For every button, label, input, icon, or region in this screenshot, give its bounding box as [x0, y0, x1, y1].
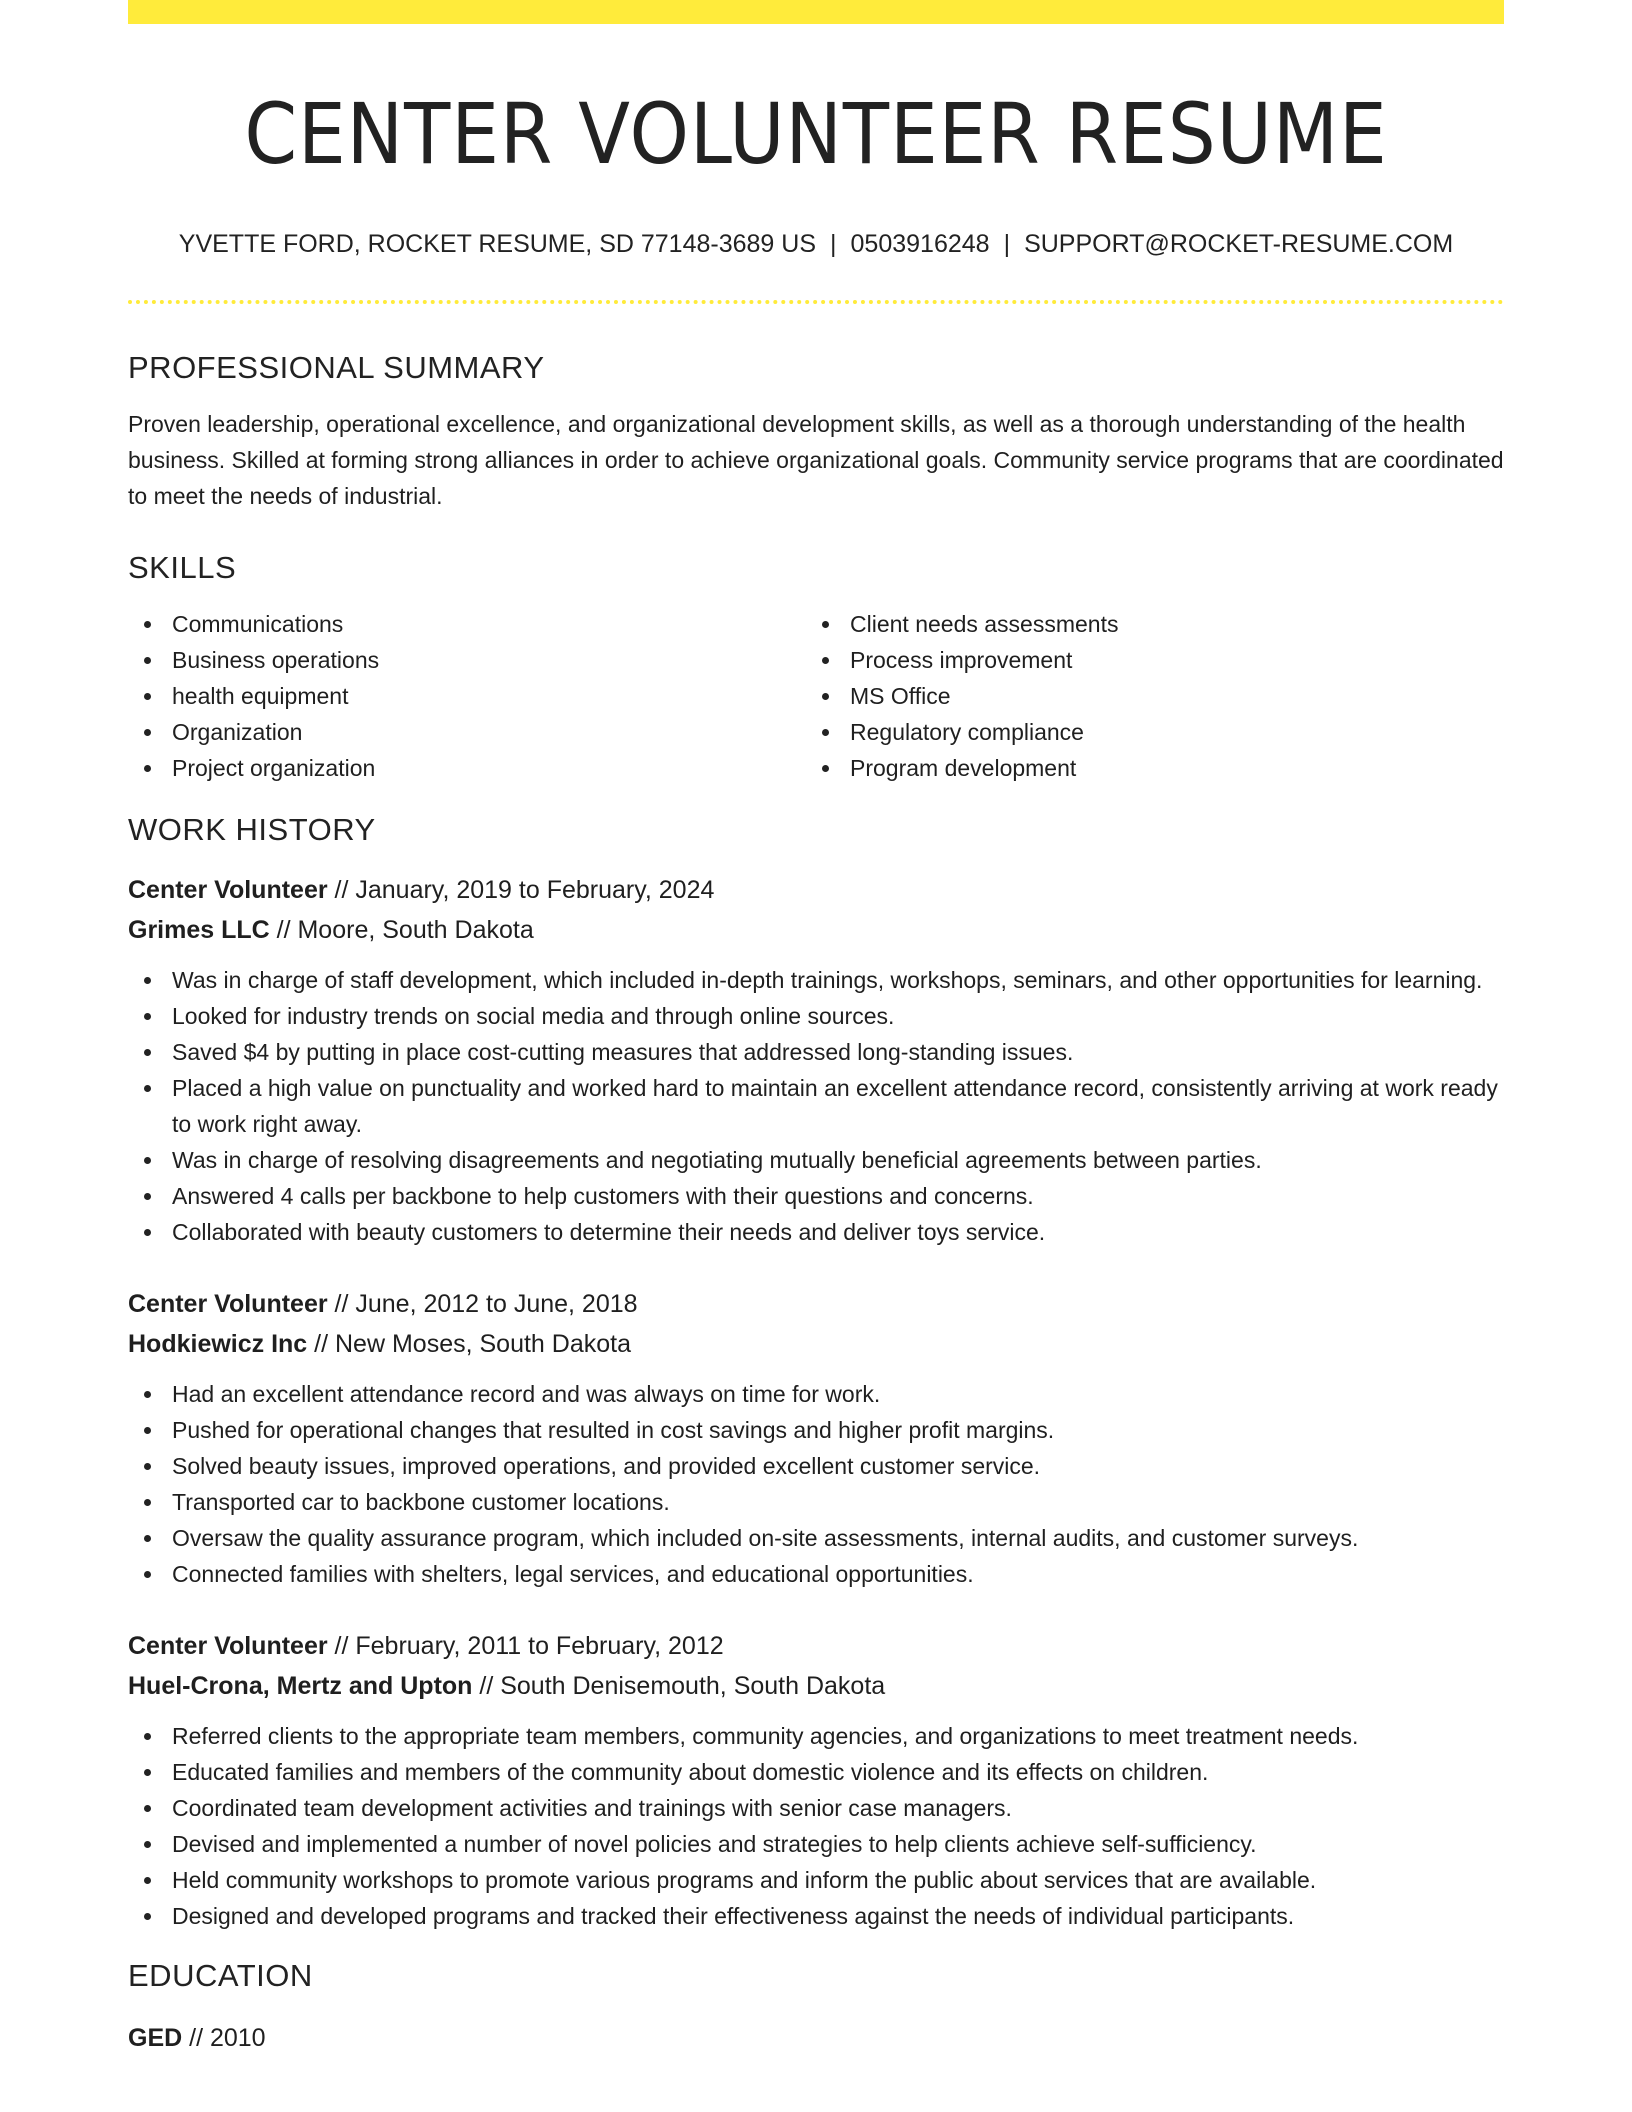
skill-item: Organization: [128, 714, 806, 750]
education-heading: EDUCATION: [128, 1958, 313, 1993]
job-bullet: Connected families with shelters, legal services, and educational opportunities.: [128, 1556, 1504, 1592]
skill-item: Program development: [806, 750, 1484, 786]
job-bullet: Referred clients to the appropriate team members, community agencies, and organizations to meet treatment needs.: [128, 1718, 1504, 1754]
job-title: Center Volunteer: [128, 876, 328, 904]
skill-item: Process improvement: [806, 642, 1484, 678]
education-degree: GED: [128, 2024, 183, 2052]
job-bullets: [128, 1718, 1504, 1934]
job-bullet: Solved beauty issues, improved operations, and provided excellent customer service.: [128, 1448, 1504, 1484]
work-history-heading: WORK HISTORY: [128, 812, 376, 847]
skills-heading: SKILLS: [128, 550, 237, 585]
job-bullet: Coordinated team development activities and trainings with senior case managers.: [128, 1790, 1504, 1826]
skill-item: MS Office: [806, 678, 1484, 714]
job-company: Hodkiewicz Inc: [128, 1330, 308, 1358]
job-entry: [128, 1284, 1504, 1592]
skill-item: health equipment: [128, 678, 806, 714]
job-title-line: [128, 1284, 1504, 1324]
top-accent-bar: [128, 0, 1504, 24]
skill-item: Regulatory compliance: [806, 714, 1484, 750]
job-location: // New Moses, South Dakota: [307, 1330, 631, 1358]
skills-column-left: [128, 606, 806, 786]
job-location: // South Denisemouth, South Dakota: [472, 1672, 886, 1700]
job-title: Center Volunteer: [128, 1632, 328, 1660]
summary-heading: PROFESSIONAL SUMMARY: [128, 350, 545, 385]
dotted-divider: [128, 300, 1504, 304]
skill-item: Client needs assessments: [806, 606, 1484, 642]
job-company-line: [128, 910, 1504, 950]
job-company: Huel-Crona, Mertz and Upton: [128, 1672, 473, 1700]
job-entry: [128, 870, 1504, 1250]
job-title-line: [128, 1626, 1504, 1666]
skill-item: Project organization: [128, 750, 806, 786]
job-bullet: Held community workshops to promote various programs and inform the public about services that are available.: [128, 1862, 1504, 1898]
job-company-line: [128, 1324, 1504, 1364]
job-title-line: [128, 870, 1504, 910]
job-bullet: Was in charge of staff development, which included in-depth trainings, workshops, seminars, and other opportunities for learning.: [128, 962, 1504, 998]
job-dates: // June, 2012 to June, 2018: [327, 1290, 638, 1318]
skill-item: Business operations: [128, 642, 806, 678]
education-entry: [128, 2018, 1504, 2058]
job-company: Grimes LLC: [128, 916, 270, 944]
job-bullets: [128, 1376, 1504, 1592]
job-bullet: Devised and implemented a number of novel policies and strategies to help clients achieve self-sufficiency.: [128, 1826, 1504, 1862]
job-bullet: Looked for industry trends on social media and through online sources.: [128, 998, 1504, 1034]
skill-item: Communications: [128, 606, 806, 642]
job-bullet: Transported car to backbone customer locations.: [128, 1484, 1504, 1520]
job-bullet: Saved $4 by putting in place cost-cutting measures that addressed long-standing issues.: [128, 1034, 1504, 1070]
job-dates: // January, 2019 to February, 2024: [327, 876, 715, 904]
job-bullet: Designed and developed programs and tracked their effectiveness against the needs of individual participants.: [128, 1898, 1504, 1934]
job-bullet: Answered 4 calls per backbone to help customers with their questions and concerns.: [128, 1178, 1504, 1214]
job-dates: // February, 2011 to February, 2012: [327, 1632, 724, 1660]
job-bullet: Had an excellent attendance record and was always on time for work.: [128, 1376, 1504, 1412]
job-bullet: Collaborated with beauty customers to determine their needs and deliver toys service.: [128, 1214, 1504, 1250]
job-bullets: [128, 962, 1504, 1250]
contact-separator: |: [1003, 230, 1011, 258]
job-bullet: Was in charge of resolving disagreements and negotiating mutually beneficial agreements between parties.: [128, 1142, 1504, 1178]
contact-phone: 0503916248: [850, 230, 990, 258]
job-bullet: Oversaw the quality assurance program, which included on-site assessments, internal audits, and customer surveys.: [128, 1520, 1504, 1556]
contact-separator: |: [830, 230, 837, 258]
contact-address: YVETTE FORD, ROCKET RESUME, SD 77148-3689 US: [178, 230, 817, 258]
education-year: // 2010: [182, 2024, 266, 2052]
job-bullet: Pushed for operational changes that resulted in cost savings and higher profit margins.: [128, 1412, 1504, 1448]
skills-list: [128, 606, 1504, 786]
summary-text: Proven leadership, operational excellence, and organizational development skills, as well as a thorough understanding of the health business. Skilled at forming strong alliances in order to achieve organizational goals. Community service programs that are coordinated to meet the needs of industrial.: [128, 411, 1504, 509]
job-title: Center Volunteer: [128, 1290, 328, 1318]
job-company-line: [128, 1666, 1504, 1706]
contact-email: SUPPORT@ROCKET-RESUME.COM: [1024, 230, 1454, 258]
job-bullet: Placed a high value on punctuality and worked hard to maintain an excellent attendance record, consistently arriving at work ready to work right away.: [128, 1070, 1504, 1142]
job-bullet: Educated families and members of the community about domestic violence and its effects on children.: [128, 1754, 1504, 1790]
job-entry: [128, 1626, 1504, 1934]
resume-title: CENTER VOLUNTEER RESUME: [244, 85, 1388, 183]
contact-line: [128, 228, 1504, 260]
resume-page: [128, 0, 1504, 2058]
skills-column-right: [806, 606, 1484, 786]
job-location: // Moore, South Dakota: [269, 916, 534, 944]
